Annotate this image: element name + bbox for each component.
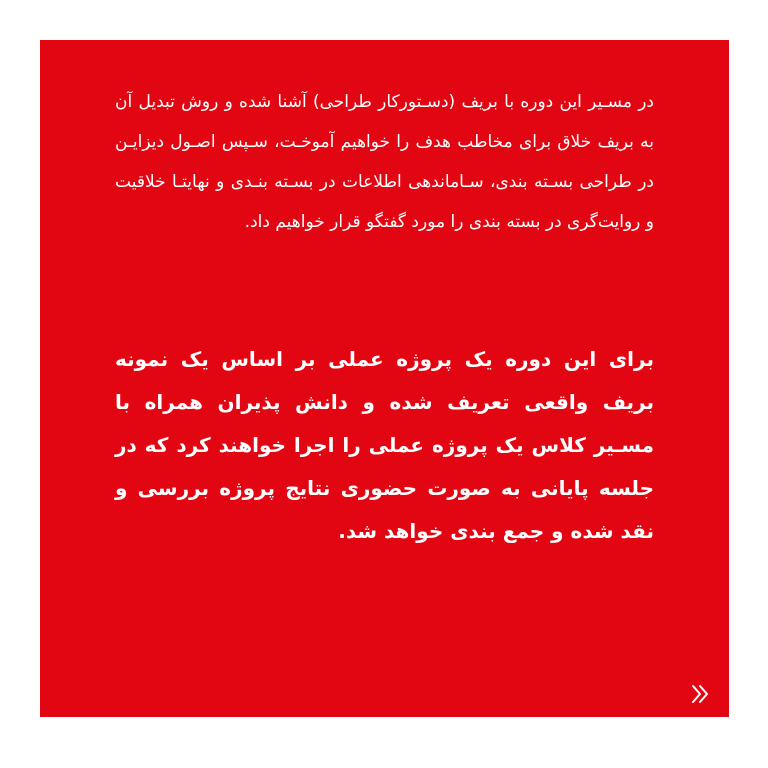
- red-card: [40, 40, 729, 717]
- next-slide-button[interactable]: [685, 679, 715, 709]
- intro-paragraph: در مسـیر این دوره با بریف (دسـتورکار طراحی) آشنا شده و روش تبدیل آن به بریف خلاق برای مخاطب هدف را خواهیم آموخـت، سـپس اصـول دیزایـن در طراحی بسـته بندی، سـاماندهی اطلاعات در بسـته بنـدی و نهایتـا خلاقیت و روایت‌گری در بسته بندی را مورد گفتگو قرار خواهیم داد.: [115, 92, 654, 232]
- project-paragraph: برای این دوره یک پروژه عملی بر اساس یک نمونه بریف واقعی تعریف شده و دانش پذیران همراه با مسـیر کلاس یک پروژه عملی را اجرا خواهند کرد که در جلسه پایانی به صورت حضوری نتایج پروژه بررسی و نقد شده و جمع بندی خواهد شد.: [115, 347, 654, 543]
- double-chevron-right-icon: [688, 682, 712, 706]
